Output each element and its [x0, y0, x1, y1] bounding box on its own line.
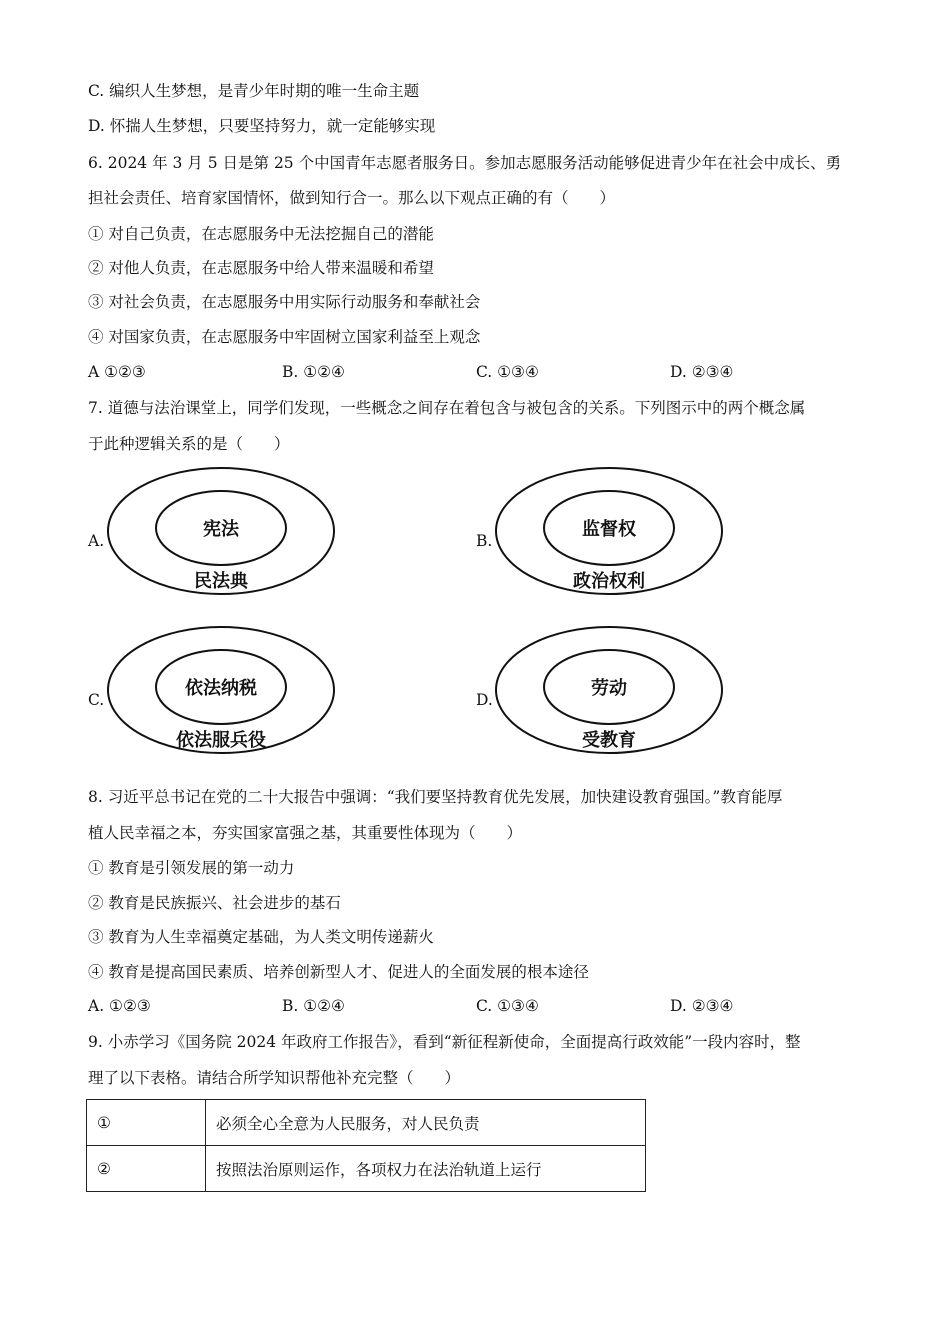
q5-option-d: D. 怀揣人生梦想，只要坚持努力，就一定能够实现 [88, 117, 436, 135]
q6-item-2: ② 对他人负责，在志愿服务中给人带来温暖和希望 [88, 259, 434, 277]
q6-choice-d: D. ②③④ [670, 363, 734, 381]
diagram-d-outer-text: 受教育 [582, 730, 636, 751]
diagram-b-outer-text: 政治权利 [573, 571, 645, 592]
q8-item-2: ② 教育是民族振兴、社会进步的基石 [88, 894, 341, 912]
q9-stem-line2: 理了以下表格。请结合所学知识帮他补充完整（ ） [88, 1069, 461, 1087]
q9-table [86, 1099, 646, 1192]
diagram-c-label: C. [88, 691, 105, 709]
q8-item-1: ① 教育是引领发展的第一动力 [88, 859, 295, 877]
q6-stem-line2: 担社会责任、培育家国情怀，做到知行合一。那么以下观点正确的有（ ） [88, 189, 616, 207]
q6-stem-line1: 6. 2024 年 3 月 5 日是第 25 个中国青年志愿者服务日。参加志愿服务活动能够促进青少年在社会中成长、勇 [88, 154, 842, 172]
table-cell-number: ① [87, 1100, 206, 1146]
diagram-c [106, 625, 336, 755]
q9-stem-line1: 9. 小赤学习《国务院 2024 年政府工作报告》，看到“新征程新使命，全面提高行政效能”一段内容时，整 [88, 1033, 801, 1051]
diagram-d [494, 625, 724, 755]
q8-item-4: ④ 教育是提高国民素质、培养创新型人才、促进人的全面发展的根本途径 [88, 963, 589, 981]
q8-choice-c: C. ①③④ [476, 997, 539, 1015]
diagram-d-inner-text: 劳动 [591, 678, 627, 699]
q8-choice-b: B. ①②④ [282, 997, 345, 1015]
q6-item-3: ③ 对社会负责，在志愿服务中用实际行动服务和奉献社会 [88, 293, 481, 311]
table-row [87, 1146, 646, 1192]
q7-stem-line2: 于此种逻辑关系的是（ ） [88, 435, 290, 453]
diagram-a-label: A. [88, 532, 105, 550]
diagram-c-outer-text: 依法服兵役 [176, 730, 266, 751]
diagram-b-label: B. [476, 532, 493, 550]
q6-item-1: ① 对自己负责，在志愿服务中无法挖掘自己的潜能 [88, 225, 434, 243]
table-cell-text: 必须全心全意为人民服务，对人民负责 [206, 1100, 646, 1146]
diagram-b-inner-text: 监督权 [582, 519, 636, 540]
diagram-d-label: D. [476, 691, 493, 709]
q8-item-3: ③ 教育为人生幸福奠定基础，为人类文明传递薪火 [88, 928, 434, 946]
diagram-c-inner-text: 依法纳税 [185, 678, 257, 699]
diagram-a-outer-text: 民法典 [194, 571, 248, 592]
q7-stem-line1: 7. 道德与法治课堂上，同学们发现，一些概念之间存在着包含与被包含的关系。下列图示中的两个概念属 [88, 399, 806, 417]
table-row [87, 1100, 646, 1146]
diagram-a [106, 466, 336, 596]
q8-choice-d: D. ②③④ [670, 997, 734, 1015]
q5-option-c: C. 编织人生梦想，是青少年时期的唯一生命主题 [88, 82, 420, 100]
q8-choice-a: A. ①②③ [88, 997, 151, 1015]
q8-stem-line2: 植人民幸福之本，夯实国家富强之基，其重要性体现为（ ） [88, 824, 523, 842]
table-cell-text: 按照法治原则运作，各项权力在法治轨道上运行 [206, 1146, 646, 1192]
q8-stem-line1: 8. 习近平总书记在党的二十大报告中强调：“我们要坚持教育优先发展，加快建设教育强国。”教育能厚 [88, 788, 783, 806]
q6-item-4: ④ 对国家负责，在志愿服务中牢固树立国家利益至上观念 [88, 328, 481, 346]
table-cell-number: ② [87, 1146, 206, 1192]
q6-choice-b: B. ①②④ [282, 363, 345, 381]
q6-choice-a: A ①②③ [88, 363, 146, 381]
diagram-b [494, 466, 724, 596]
diagram-a-inner-text: 宪法 [203, 519, 239, 540]
q6-choice-c: C. ①③④ [476, 363, 539, 381]
